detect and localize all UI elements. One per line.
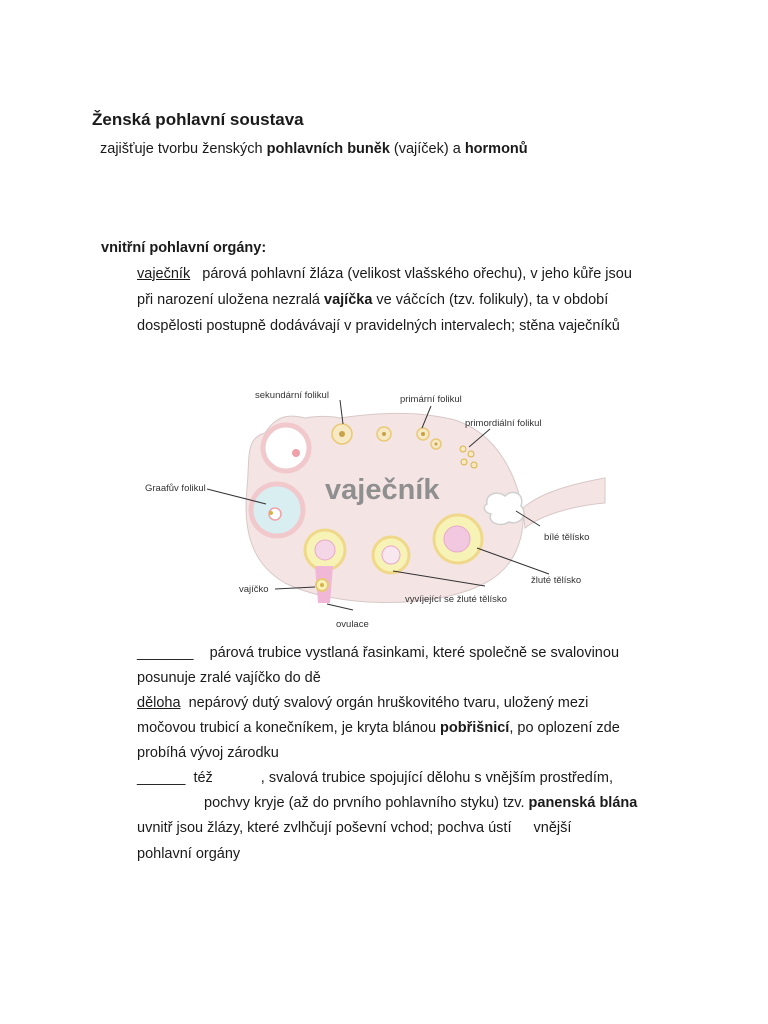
diagram-center-label: vaječník	[325, 474, 440, 506]
secondary-follicle	[332, 424, 352, 444]
label-primary-follicle: primární folikul	[400, 394, 462, 405]
section-heading: vnitřní pohlavní orgány:	[101, 240, 267, 256]
tube-line-2: posunuje zralé vajíčko do dě	[137, 670, 321, 686]
uterus-term: děloha	[137, 695, 181, 711]
tube-line-1: _______ párová trubice vystlaná řasinkami, které společně se svalovinou	[137, 645, 620, 661]
label-egg: vajíčko	[239, 584, 269, 595]
yellow-body	[434, 515, 482, 563]
intro-text: zajišťuje tvorbu ženských pohlavních buněk (vajíček) a hormonů	[100, 141, 528, 157]
label-yellow-body: žluté tělísko	[531, 575, 582, 586]
vagina-line-4: pohlavní orgány	[137, 846, 241, 862]
vagina-line-3: uvnitř jsou žlázy, které zvlhčují poševní vchod; pochva ústí vnější	[137, 820, 572, 836]
label-secondary-follicle: sekundární folikul	[255, 390, 329, 401]
uterus-line-1: děloha nepárový dutý svalový orgán hruškovitého tvaru, uložený mezi	[137, 695, 589, 711]
developing-yellow-body	[373, 537, 409, 573]
ovary-line-3: dospělosti postupně dodávávají v pravidelných intervalech; stěna vaječníků	[137, 318, 620, 334]
vagina-blank: ______	[137, 770, 186, 786]
label-ovulation: ovulace	[336, 619, 369, 630]
ovary-line-1: vaječník párová pohlavní žláza (velikost vlašského ořechu), v jeho kůře jsou	[137, 266, 632, 282]
label-graaf-follicle: Graafův folikul	[145, 483, 206, 494]
egg-cell	[316, 579, 328, 591]
page-title: Ženská pohlavní soustava	[92, 110, 304, 129]
ovary-term: vaječník	[137, 266, 191, 282]
uterus-line-3: probíhá vývoj zárodku	[137, 745, 279, 761]
uterus-line-2: močovou trubicí a konečníkem, je kryta blánou pobřišnicí, po oplození zde	[137, 720, 620, 736]
label-developing-yellow-body: vyvíjející se žluté tělísko	[405, 594, 507, 605]
ovary-line-2: při narození uložena nezralá vajíčka ve váčcích (tzv. folikuly), ta v období	[137, 292, 609, 308]
tube-blank: _______	[137, 645, 194, 661]
label-primordial-follicle: primordiální folikul	[465, 418, 542, 429]
label-white-body: bílé tělísko	[544, 532, 590, 543]
ovary-diagram	[135, 378, 610, 633]
vagina-line-2: pochvy kryje (až do prvního pohlavního styku) tzv. panenská blána	[204, 795, 638, 811]
graaf-follicle-large	[251, 484, 303, 536]
graaf-follicle	[263, 425, 309, 471]
white-body	[484, 492, 524, 524]
vagina-line-1: ______ též , svalová trubice spojující dělohu s vnějším prostředím,	[137, 770, 613, 786]
